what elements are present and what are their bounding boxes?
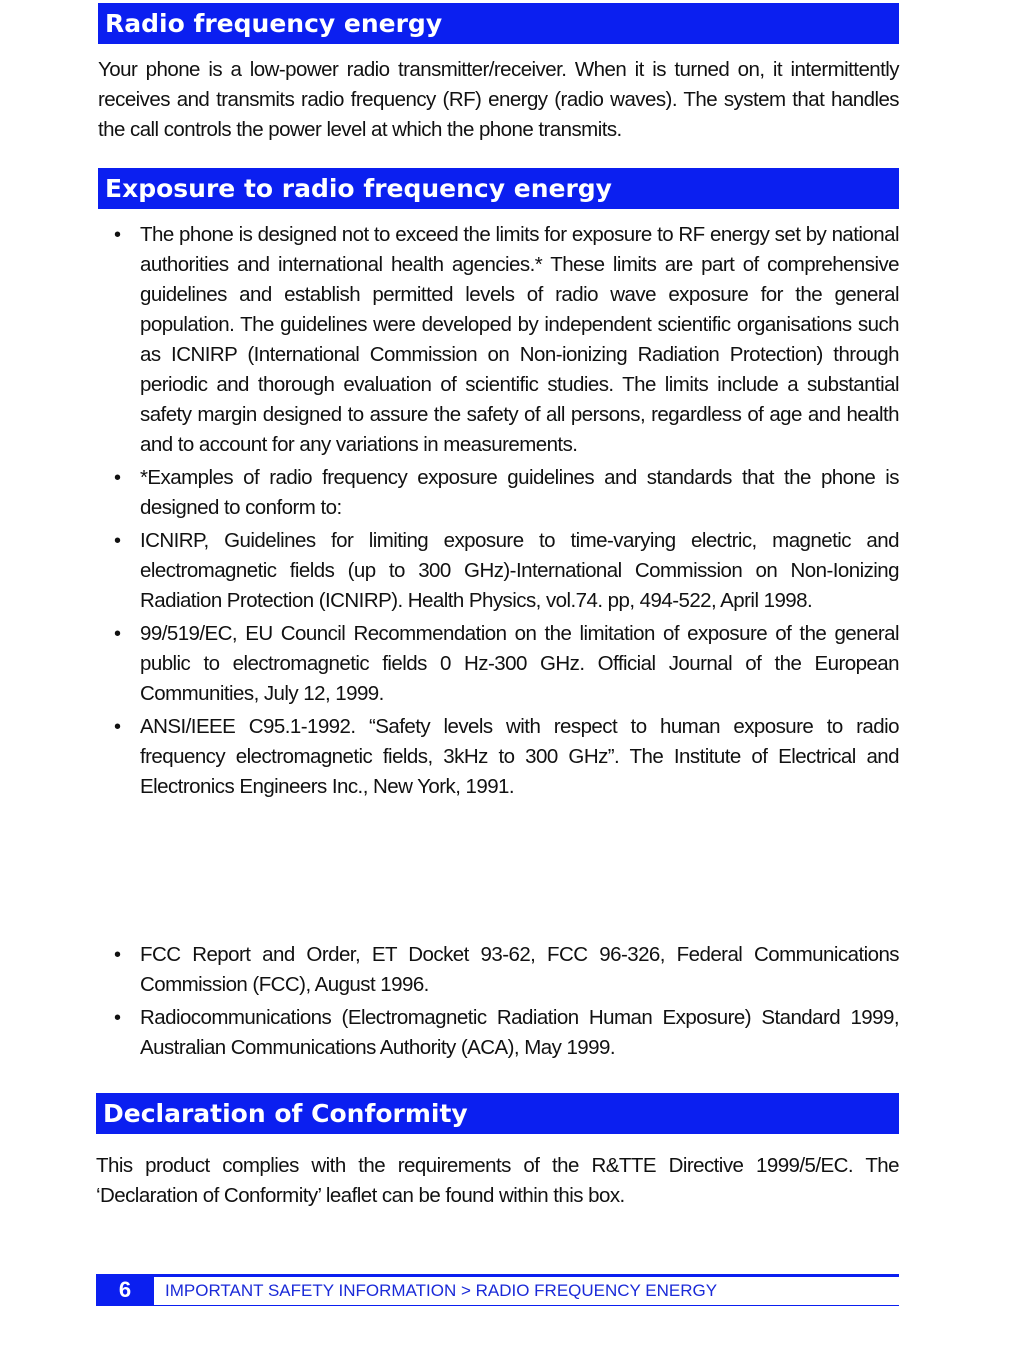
bullet-text: ICNIRP, Guidelines for limiting exposure to time-varying electric, magnetic and electromagnetic fields (up to 300 GHz)-International Commission on Non-Ionizing Radiation Protection (ICNIRP). Health Physics, vol.74. pp, 494-522, April 1998. [140,529,899,612]
bullet-text: FCC Report and Order, ET Docket 93-62, FCC 96-326, Federal Communications Commission (FCC), August 1996. [140,943,899,996]
bullet-icon: • [114,530,121,552]
list-item [98,712,899,802]
list-item [98,220,899,460]
bullet-icon: • [114,1007,121,1029]
bullet-text: 99/519/EC, EU Council Recommendation on the limitation of exposure of the general public to electromagnetic fields 0 Hz-300 GHz. Official Journal of the European Communities, July 12, 1999. [140,622,899,705]
footer-rule-bottom [154,1305,899,1306]
section-header-radio-frequency-energy: Radio frequency energy [98,3,899,44]
list-item [98,1003,899,1063]
bullet-icon: • [114,224,121,246]
conformity-paragraph: This product complies with the requirements of the R&TTE Directive 1999/5/EC. The ‘Declaration of Conformity’ leaflet can be found within this box. [96,1154,899,1207]
list-item [98,463,899,523]
exposure-bullet-list [98,220,899,805]
bullet-icon: • [114,944,121,966]
section-header-declaration-of-conformity: Declaration of Conformity [96,1093,899,1134]
bullet-icon: • [114,623,121,645]
bullet-icon: • [114,716,121,738]
section-header-exposure: Exposure to radio frequency energy [98,168,899,209]
list-item [98,940,899,1000]
list-item [98,619,899,709]
page-footer [96,1274,899,1306]
exposure-bullet-list-continued [98,940,899,1066]
page-number: 6 [96,1274,154,1306]
bullet-icon: • [114,467,121,489]
bullet-text: ANSI/IEEE C95.1-1992. “Safety levels with respect to human exposure to radio frequency electromagnetic fields, 3kHz to 300 GHz”. The Institute of Electrical and Electronics Engineers Inc., New York, 1991. [140,715,899,798]
list-item [98,526,899,616]
bullet-text: *Examples of radio frequency exposure guidelines and standards that the phone is designed to conform to: [140,466,899,519]
bullet-text: The phone is designed not to exceed the limits for exposure to RF energy set by national authorities and international health agencies.* These limits are part of comprehensive guidelines and establish permitted levels of radio wave exposure for the general population. The guidelines were developed by independent scientific organisations such as ICNIRP (International Commission on Non-ionizing Radiation Protection) through periodic and thorough evaluation of scientific studies. The limits include a substantial safety margin designed to assure the safety of all persons, regardless of age and health and to account for any variations in measurements. [140,223,899,456]
radio-frequency-paragraph: Your phone is a low-power radio transmitter/receiver. When it is turned on, it intermittently receives and transmits radio frequency (RF) energy (radio waves). The system that handles the call controls the power level at which the phone transmits. [98,58,899,141]
footer-breadcrumb: IMPORTANT SAFETY INFORMATION > RADIO FREQUENCY ENERGY [165,1281,718,1300]
bullet-text: Radiocommunications (Electromagnetic Radiation Human Exposure) Standard 1999, Australian Communications Authority (ACA), May 1999. [140,1006,899,1059]
